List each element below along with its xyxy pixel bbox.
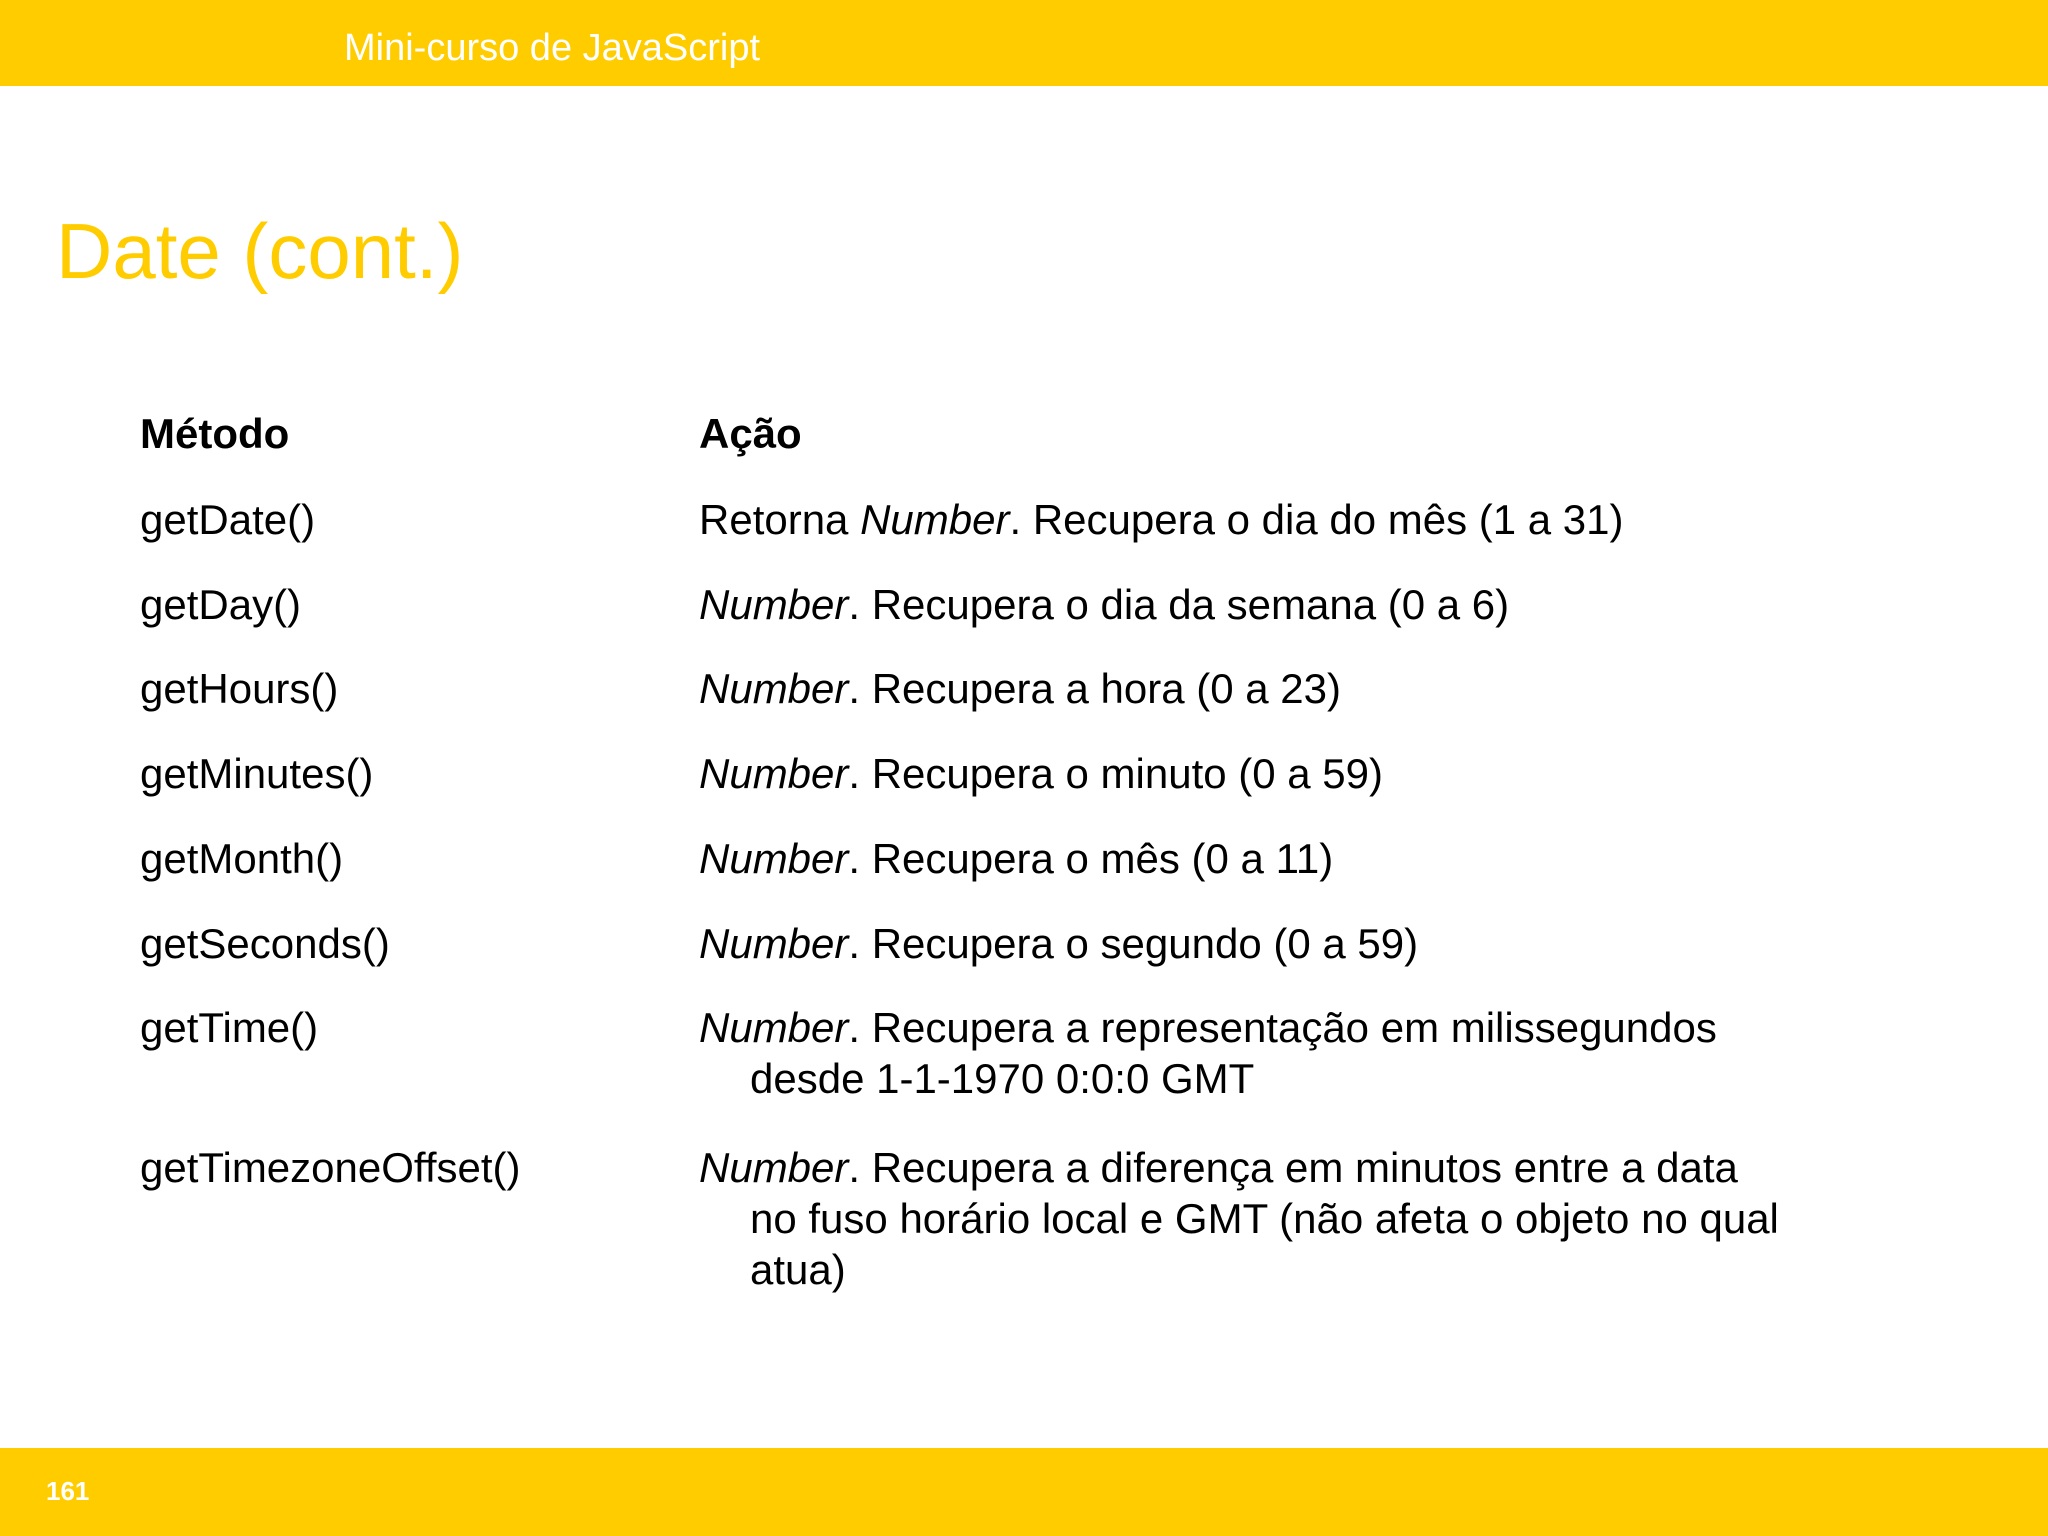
footer-bar — [0, 1448, 2048, 1536]
course-title: Mini-curso de JavaScript — [344, 27, 761, 69]
action-prefix: Retorna — [699, 496, 861, 543]
return-type: Number — [699, 581, 849, 628]
method-action — [699, 494, 1624, 545]
method-name: getDate() — [140, 496, 316, 543]
header-bar — [0, 0, 2048, 86]
method-name: getDay() — [140, 581, 302, 628]
return-type: Number — [860, 496, 1010, 543]
return-type: Number — [699, 835, 849, 882]
action-text: . Recupera a hora (0 a 23) — [848, 665, 1342, 712]
method-name: getSeconds() — [140, 920, 390, 967]
action-text-continuation: no fuso horário local e GMT (não afeta o objeto no qual — [750, 1195, 1779, 1242]
method-action — [699, 1142, 1779, 1295]
return-type: Number — [699, 750, 849, 797]
action-text: . Recupera o dia do mês (1 a 31) — [1009, 496, 1624, 543]
action-text: . Recupera a diferença em minutos entre a data — [848, 1144, 1738, 1191]
action-text-continuation: atua) — [750, 1246, 846, 1293]
action-text: . Recupera o segundo (0 a 59) — [848, 920, 1419, 967]
method-action — [699, 833, 1333, 884]
method-action — [699, 748, 1383, 799]
method-action — [699, 918, 1418, 969]
method-name: getTime() — [140, 1004, 319, 1051]
action-text-continuation: desde 1-1-1970 0:0:0 GMT — [750, 1055, 1255, 1102]
method-action — [699, 663, 1341, 714]
slide-title: Date (cont.) — [56, 207, 464, 295]
return-type: Number — [699, 920, 849, 967]
page-number: 161 — [46, 1476, 90, 1506]
return-type: Number — [699, 1144, 849, 1191]
return-type: Number — [699, 665, 849, 712]
method-name: getTimezoneOffset() — [140, 1144, 521, 1191]
action-text: . Recupera o mês (0 a 11) — [848, 835, 1334, 882]
action-text: . Recupera o minuto (0 a 59) — [848, 750, 1384, 797]
method-action — [699, 579, 1509, 630]
action-column-header: Ação — [699, 410, 802, 457]
method-name: getMinutes() — [140, 750, 374, 797]
action-text: . Recupera a representação em milissegundos — [848, 1004, 1717, 1051]
method-column-header: Método — [140, 410, 290, 457]
action-text: . Recupera o dia da semana (0 a 6) — [848, 581, 1510, 628]
method-name: getHours() — [140, 665, 339, 712]
return-type: Number — [699, 1004, 849, 1051]
method-action — [699, 1002, 1717, 1104]
method-name: getMonth() — [140, 835, 344, 882]
